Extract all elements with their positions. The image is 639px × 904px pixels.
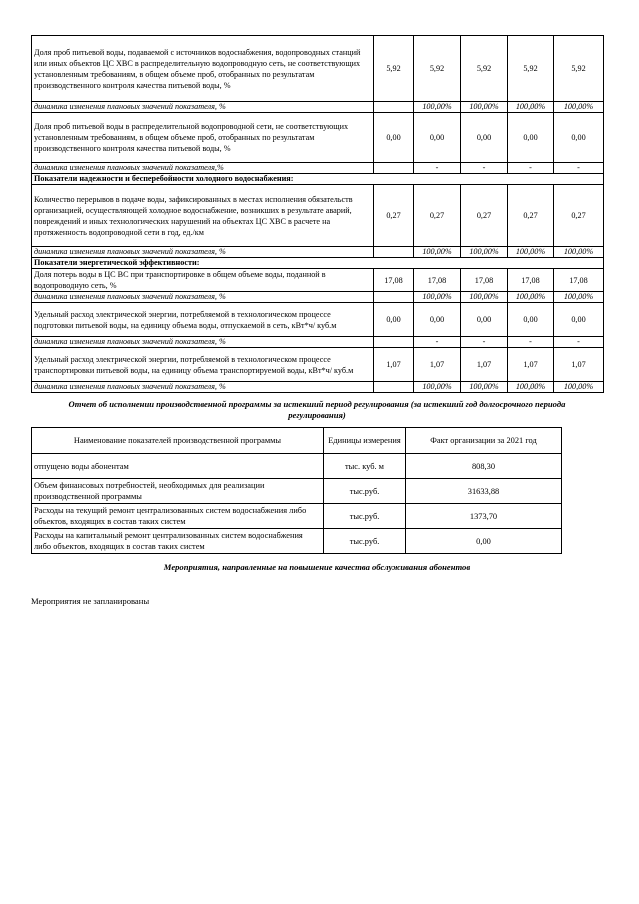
row-name: Расходы на текущий ремонт централизованных систем водоснабжения либо объектов, входящих в состав таких систем [32, 504, 324, 529]
dynamics-label: динамика изменения плановых значений показателя, % [32, 337, 374, 348]
value-cell [374, 163, 414, 174]
value-cell: 100,00% [461, 292, 508, 303]
value-cell: 0,00 [414, 113, 461, 163]
value-cell: 0,00 [461, 113, 508, 163]
dynamics-row [32, 337, 604, 348]
value-cell: 0,00 [508, 303, 554, 337]
indicator-label: Удельный расход электрической энергии, потребляемой в технологическом процессе транспортировки питьевой воды, на единицу объема транспортируемой воды, кВт*ч/ куб.м [32, 348, 374, 382]
table-row [32, 504, 562, 529]
indicator-row [32, 185, 604, 247]
indicator-row [32, 269, 604, 292]
table-row [32, 454, 562, 479]
value-cell: 1,07 [461, 348, 508, 382]
row-name: Объем финансовых потребностей, необходимых для реализации производственной программы [32, 479, 324, 504]
table-row [32, 479, 562, 504]
dynamics-label: динамика изменения плановых значений показателя, % [32, 292, 374, 303]
value-cell: 0,00 [414, 303, 461, 337]
value-cell: - [414, 163, 461, 174]
value-cell: 0,27 [414, 185, 461, 247]
section-header-row [32, 258, 604, 269]
value-cell: 0,27 [508, 185, 554, 247]
row-unit: тыс. куб. м [324, 454, 406, 479]
value-cell: 17,08 [554, 269, 604, 292]
row-unit: тыс.руб. [324, 529, 406, 554]
dynamics-row [32, 163, 604, 174]
dynamics-row [32, 247, 604, 258]
value-cell: 1,07 [374, 348, 414, 382]
value-cell: 100,00% [414, 247, 461, 258]
dynamics-label: динамика изменения плановых значений показателя,% [32, 163, 374, 174]
value-cell: 0,27 [554, 185, 604, 247]
value-cell [374, 247, 414, 258]
section-header-row [32, 174, 604, 185]
value-cell: - [508, 337, 554, 348]
header-name: Наименование показателей производственной программы [32, 428, 324, 454]
dynamics-row [32, 102, 604, 113]
report-table [31, 427, 562, 554]
measures-title: Мероприятия, направленные на повышение качества обслуживания абонентов [163, 562, 471, 572]
value-cell: 100,00% [508, 382, 554, 393]
value-cell: 100,00% [461, 382, 508, 393]
row-name: отпущено воды абонентам [32, 454, 324, 479]
value-cell: - [461, 163, 508, 174]
value-cell: 5,92 [554, 36, 604, 102]
dynamics-row [32, 382, 604, 393]
value-cell: - [554, 337, 604, 348]
value-cell [374, 292, 414, 303]
row-name: Расходы на капитальный ремонт централизованных систем водоснабжения либо объектов, входящих в состав таких систем [32, 529, 324, 554]
indicator-label: Количество перерывов в подаче воды, зафиксированных в местах исполнения обязательств организацией, осуществляющей холодное водоснабжение, возникших в результате аварий, повреждений и иных технологических нарушений на объектах ЦС ХВС в расчете на протяженность водопроводной сети в год, ед./км [32, 185, 374, 247]
dynamics-label: динамика изменения плановых значений показателя, % [32, 382, 374, 393]
value-cell: 100,00% [414, 102, 461, 113]
dynamics-label: динамика изменения плановых значений показателя, % [32, 102, 374, 113]
value-cell: 0,00 [461, 303, 508, 337]
value-cell: 100,00% [554, 292, 604, 303]
value-cell: 100,00% [508, 247, 554, 258]
row-value: 1373,70 [406, 504, 562, 529]
measures-note: Мероприятия не запланированы [31, 596, 150, 606]
document-page [31, 35, 603, 606]
indicator-label: Доля проб питьевой воды, подаваемой с источников водоснабжения, водопроводных станций или иных объектов ЦС ХВС в распределительную водопроводную сеть, не соответствующих установленным требованиям, в общем объеме проб, отобранных по результатам производственного контроля качества питьевой воды, % [32, 36, 374, 102]
value-cell [374, 337, 414, 348]
row-value: 808,30 [406, 454, 562, 479]
indicator-row [32, 348, 604, 382]
report-title: Отчет об исполнении производственной программы за истекший период регулирования (за истекший год долгосрочного периода регулирования) [68, 399, 566, 420]
value-cell: 100,00% [414, 382, 461, 393]
indicator-label: Доля проб питьевой воды в распределительной водопроводной сети, не соответствующих установленным требованиям, в общем объеме проб, отобранных по результатам производственного контроля качества питьевой воды, % [32, 113, 374, 163]
value-cell: 17,08 [414, 269, 461, 292]
value-cell: - [414, 337, 461, 348]
value-cell: 100,00% [508, 292, 554, 303]
header-fact: Факт организации за 2021 год [406, 428, 562, 454]
indicator-label: Удельный расход электрической энергии, потребляемой в технологическом процессе подготовки питьевой воды, на единицу объема воды, отпускаемой в сеть, кВт*ч/ куб.м [32, 303, 374, 337]
value-cell: 0,00 [554, 303, 604, 337]
value-cell [374, 102, 414, 113]
value-cell: 5,92 [508, 36, 554, 102]
value-cell: 100,00% [414, 292, 461, 303]
value-cell: 100,00% [461, 247, 508, 258]
value-cell: 5,92 [374, 36, 414, 102]
value-cell: 5,92 [414, 36, 461, 102]
row-unit: тыс.руб. [324, 479, 406, 504]
value-cell: 17,08 [374, 269, 414, 292]
row-value: 0,00 [406, 529, 562, 554]
value-cell: - [461, 337, 508, 348]
value-cell: 0,27 [461, 185, 508, 247]
table-row [32, 529, 562, 554]
indicator-row [32, 303, 604, 337]
value-cell: - [554, 163, 604, 174]
dynamics-row [32, 292, 604, 303]
report-header-row [32, 428, 562, 454]
value-cell: 1,07 [508, 348, 554, 382]
indicator-row [32, 36, 604, 102]
section-title: Показатели энергетической эффективности: [32, 258, 604, 269]
value-cell: 100,00% [508, 102, 554, 113]
value-cell: 0,00 [554, 113, 604, 163]
value-cell: 0,27 [374, 185, 414, 247]
value-cell: 17,08 [461, 269, 508, 292]
row-value: 31633,88 [406, 479, 562, 504]
value-cell: 100,00% [461, 102, 508, 113]
value-cell: 1,07 [414, 348, 461, 382]
value-cell: 1,07 [554, 348, 604, 382]
value-cell: 0,00 [374, 303, 414, 337]
value-cell [374, 382, 414, 393]
indicators-table [31, 35, 604, 393]
value-cell: 100,00% [554, 102, 604, 113]
indicator-row [32, 113, 604, 163]
value-cell: 0,00 [508, 113, 554, 163]
value-cell: 100,00% [554, 247, 604, 258]
value-cell: 17,08 [508, 269, 554, 292]
value-cell: 100,00% [554, 382, 604, 393]
value-cell: 0,00 [374, 113, 414, 163]
indicator-label: Доля потерь воды в ЦС ВС при транспортировке в общем объеме воды, поданной в водопроводную сеть, % [32, 269, 374, 292]
row-unit: тыс.руб. [324, 504, 406, 529]
value-cell: - [508, 163, 554, 174]
header-unit: Единицы измерения [324, 428, 406, 454]
value-cell: 5,92 [461, 36, 508, 102]
dynamics-label: динамика изменения плановых значений показателя, % [32, 247, 374, 258]
section-title: Показатели надежности и бесперебойности холодного водоснабжения: [32, 174, 604, 185]
